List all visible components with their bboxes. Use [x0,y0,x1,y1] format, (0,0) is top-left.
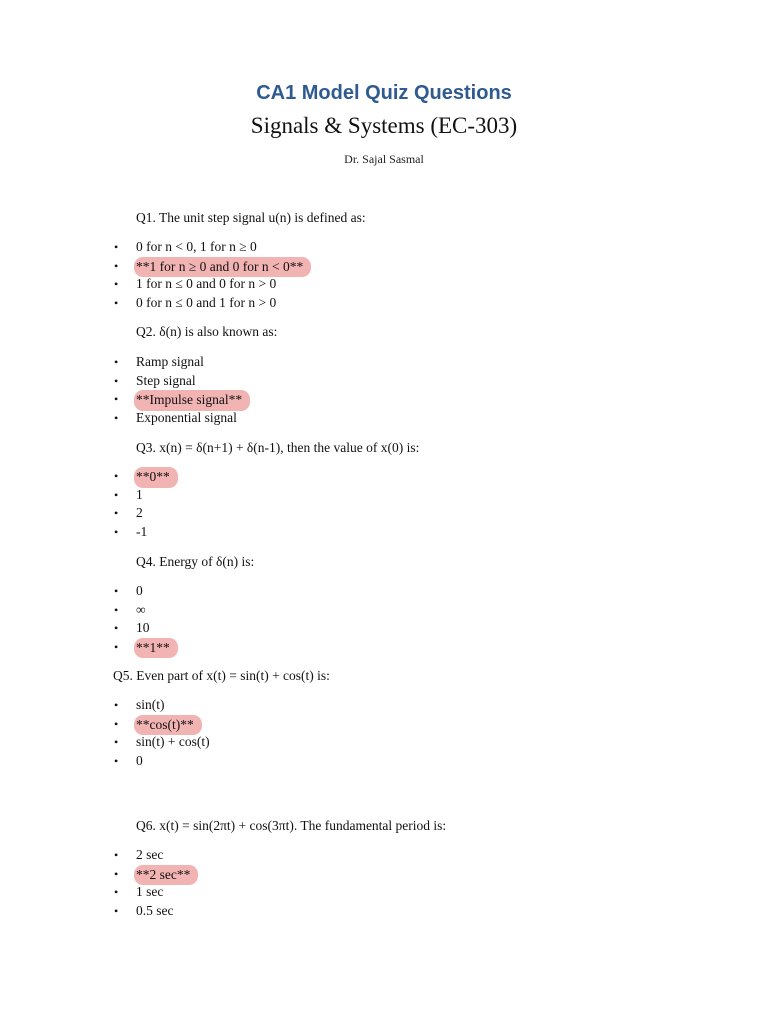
bullet-icon: • [114,487,119,502]
bullet-icon: • [114,410,119,425]
option-text: 2 [136,505,143,520]
option-text-highlighted: **Impulse signal** [134,390,250,411]
option-text-highlighted: **0** [134,467,178,488]
question-3: Q3. x(n) = δ(n+1) + δ(n-1), then the value of x(0) is: [136,440,420,455]
option-text: 1 sec [136,884,164,899]
option-text: Ramp signal [136,354,204,369]
bullet-icon: • [114,277,119,291]
bullet-icon: • [114,621,119,635]
bullet-icon: • [114,885,119,899]
option-text: 2 sec [136,847,164,862]
bullet-icon: • [114,240,119,254]
bullet-icon: • [114,258,119,273]
option-text-highlighted: **2 sec** [134,865,198,886]
bullet-icon: • [114,698,119,712]
bullet-icon: • [114,392,119,406]
bullet-icon: • [114,506,119,520]
option-text: sin(t) [136,697,165,712]
bullet-icon: • [114,373,119,388]
bullet-icon: • [114,753,119,768]
bullet-icon: • [114,584,119,598]
option-text: 1 [136,486,143,502]
option-text: Step signal [136,372,196,388]
bullet-icon: • [114,903,119,918]
option-text: 0.5 sec [136,902,174,918]
option-text: Exponential signal [136,409,237,425]
option-text: 10 [136,620,150,635]
bullet-icon: • [114,848,119,862]
question-1: Q1. The unit step signal u(n) is defined as: [136,210,366,225]
bullet-icon: • [114,716,119,731]
option-text-highlighted: **1 for n ≥ 0 and 0 for n < 0** [134,257,311,278]
option-text-highlighted: **1** [134,638,178,659]
bullet-icon: • [114,355,119,369]
option-text: 0 for n ≤ 0 and 1 for n > 0 [136,294,277,310]
option-text: ∞ [136,601,146,617]
bullet-icon: • [114,469,119,483]
question-5: Q5. Even part of x(t) = sin(t) + cos(t) is: [113,668,330,683]
option-text: 0 for n < 0, 1 for n ≥ 0 [136,239,257,254]
document-title: CA1 Model Quiz Questions [256,82,512,104]
question-4: Q4. Energy of δ(n) is: [136,554,255,569]
bullet-icon: • [114,602,119,617]
bullet-icon: • [114,639,119,654]
option-text: 0 [136,752,143,768]
option-text-highlighted: **cos(t)** [134,715,202,736]
bullet-icon: • [114,295,119,310]
document-author: Dr. Sajal Sasmal [344,152,424,166]
bullet-icon: • [114,866,119,881]
bullet-icon: • [114,524,119,539]
question-2: Q2. δ(n) is also known as: [136,324,278,339]
document-subtitle: Signals & Systems (EC-303) [250,113,518,138]
option-text: 0 [136,583,143,598]
option-text: sin(t) + cos(t) [136,734,210,749]
option-text: -1 [136,523,148,539]
question-6: Q6. x(t) = sin(2πt) + cos(3πt). The fundamental period is: [136,818,447,833]
option-text: 1 for n ≤ 0 and 0 for n > 0 [136,276,277,291]
bullet-icon: • [114,735,119,749]
